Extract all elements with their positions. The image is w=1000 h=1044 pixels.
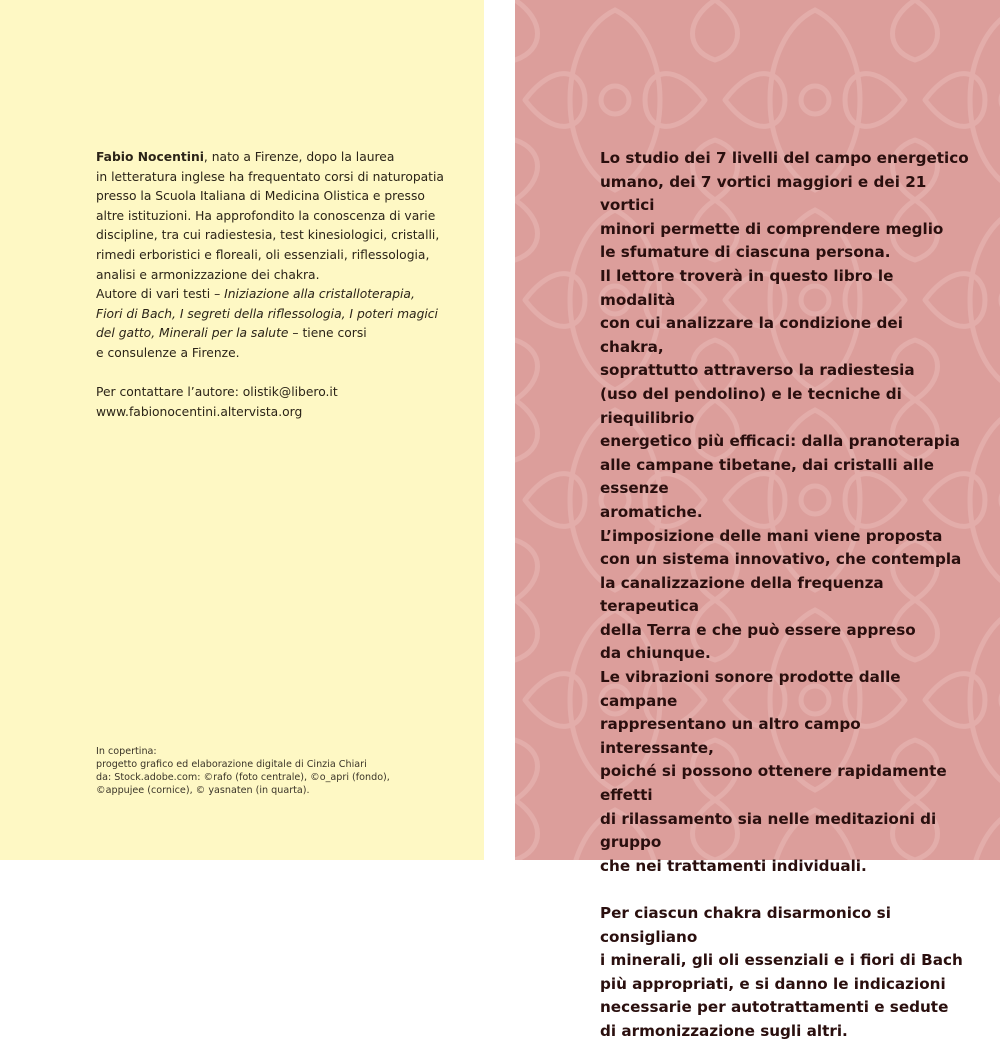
bio-line-1: Fabio Nocentini, nato a Firenze, dopo la laurea bbox=[96, 150, 395, 164]
credits-line: progetto grafico ed elaborazione digitale di Cinzia Chiari bbox=[96, 759, 367, 771]
paragraph-spacer bbox=[600, 878, 970, 902]
author-name: Fabio Nocentini bbox=[96, 150, 204, 164]
blurb-line: Lo studio dei 7 livelli del campo energetico bbox=[600, 149, 969, 167]
blurb-line: umano, dei 7 vortici maggiori e dei 21 vortici bbox=[600, 172, 927, 215]
blurb-line: rappresentano un altro campo interessante, bbox=[600, 715, 861, 757]
bio-line-3: presso la Scuola Italiana di Medicina Olistica e presso bbox=[96, 189, 425, 204]
blurb-line: la canalizzazione della frequenza terapeutica bbox=[600, 573, 884, 616]
spacer bbox=[96, 364, 456, 384]
author-bio bbox=[96, 148, 456, 422]
blurb-line: che nei trattamenti individuali. bbox=[600, 856, 867, 875]
blurb-line: Le vibrazioni sonore prodotte dalle campane bbox=[600, 668, 901, 710]
works-line-4: e consulenze a Firenze. bbox=[96, 345, 240, 360]
blurb-line: poiché si possono ottenere rapidamente effetti bbox=[600, 762, 947, 805]
bio-line-5: discipline, tra cui radiestesia, test kinesiologici, cristalli, bbox=[96, 228, 440, 243]
blurb-line: Per ciascun chakra disarmonico si consigliano bbox=[600, 904, 891, 946]
blurb-line: di armonizzazione sugli altri. bbox=[600, 1021, 848, 1040]
works-line-3: del gatto, Minerali per la salute – tiene corsi bbox=[96, 326, 367, 341]
works-line-1: Autore di vari testi – Iniziazione alla cristalloterapia, bbox=[96, 287, 415, 302]
back-cover-blurb bbox=[600, 147, 970, 1044]
bio-line-4: altre istituzioni. Ha approfondito la conoscenza di varie bbox=[96, 208, 436, 223]
blurb-line: L’imposizione delle mani viene proposta bbox=[600, 526, 943, 545]
credits-line: In copertina: bbox=[96, 746, 157, 757]
bio-line-7: analisi e armonizzazione dei chakra. bbox=[96, 267, 320, 282]
contact-line: Per contattare l’autore: olistik@libero.it bbox=[96, 385, 338, 400]
blurb-line: della Terra e che può essere appreso bbox=[600, 620, 916, 639]
blurb-line: Il lettore troverà in questo libro le modalità bbox=[600, 266, 894, 309]
back-flap-panel bbox=[0, 0, 484, 860]
blurb-line: energetico più efficaci: dalla pranoterapia bbox=[600, 432, 961, 451]
blurb-line: (uso del pendolino) e le tecniche di riequilibrio bbox=[600, 384, 902, 427]
bio-line-2: in letteratura inglese ha frequentato corsi di naturopatia bbox=[96, 169, 444, 184]
blurb-line: da chiunque. bbox=[600, 644, 711, 663]
blurb-line: più appropriati, e si danno le indicazioni bbox=[600, 974, 946, 993]
blurb-line: aromatiche. bbox=[600, 502, 703, 521]
cover-credits bbox=[96, 745, 456, 797]
credits-line: da: Stock.adobe.com: ©rafo (foto centrale), ©o_apri (fondo), bbox=[96, 772, 390, 784]
blurb-line: necessarie per autotrattamenti e sedute bbox=[600, 998, 949, 1017]
blurb-line: con cui analizzare la condizione dei chakra, bbox=[600, 314, 903, 356]
bio-line-6: rimedi erboristici e floreali, oli essenziali, riflessologia, bbox=[96, 247, 430, 262]
spine-gutter bbox=[484, 0, 515, 860]
blurb-line: di rilassamento sia nelle meditazioni di gruppo bbox=[600, 809, 937, 852]
works-line-2: Fiori di Bach, I segreti della riflessologia, I poteri magici bbox=[96, 306, 438, 321]
blurb-line: alle campane tibetane, dai cristalli alle essenze bbox=[600, 455, 934, 498]
blurb-line: minori permette di comprendere meglio bbox=[600, 219, 944, 238]
blurb-line: le sfumature di ciascuna persona. bbox=[600, 243, 891, 262]
blurb-line: soprattutto attraverso la radiestesia bbox=[600, 361, 915, 380]
blurb-line: i minerali, gli oli essenziali e i fiori di Bach bbox=[600, 951, 963, 970]
website-line: www.fabionocentini.altervista.org bbox=[96, 404, 303, 419]
credits-line: ©appujee (cornice), © yasnaten (in quarta). bbox=[96, 785, 310, 797]
blurb-line: con un sistema innovativo, che contempla bbox=[600, 550, 962, 569]
